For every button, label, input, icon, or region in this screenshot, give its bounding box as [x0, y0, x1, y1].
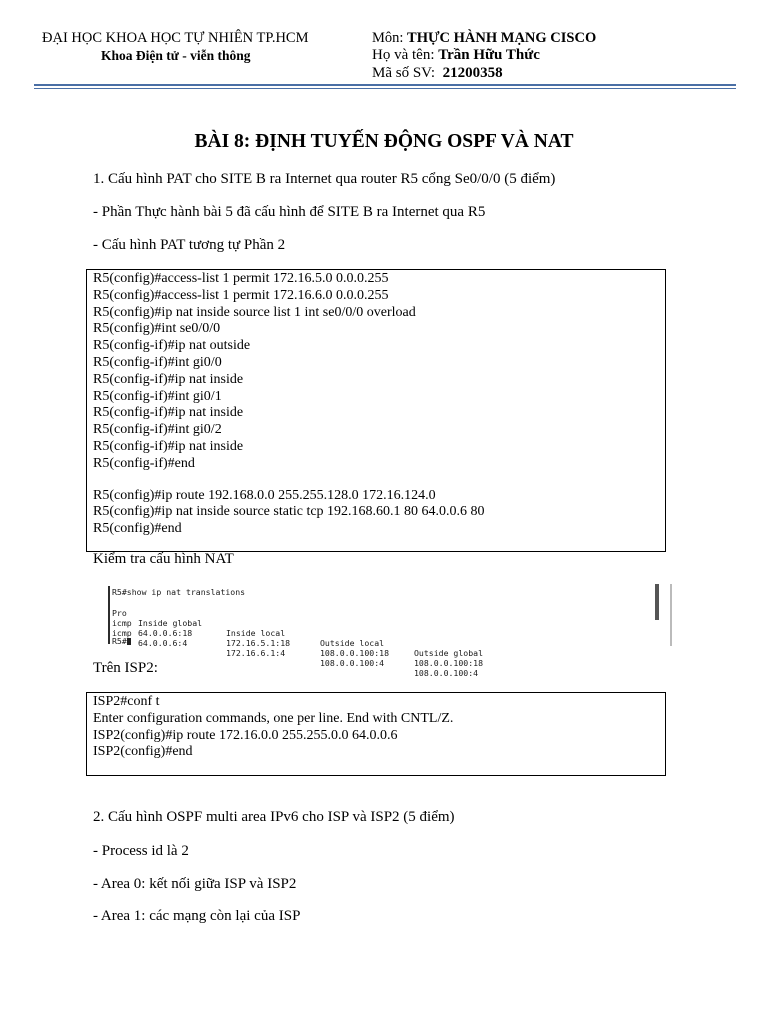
- check-nat-label: Kiểm tra cấu hình NAT: [93, 551, 234, 567]
- student-id-label: Mã số SV:: [372, 65, 436, 81]
- config-line: ISP2#conf t: [93, 694, 160, 709]
- terminal-cell: 108.0.0.100:4: [414, 668, 479, 678]
- r5-config-block2: [93, 488, 665, 538]
- terminal-prompt: [112, 636, 131, 646]
- config-line: R5(config-if)#end: [93, 455, 195, 471]
- config-line: R5(config)#end: [93, 521, 182, 537]
- terminal-cell: icmp: [112, 618, 132, 628]
- name-line: [372, 47, 540, 64]
- terminal-header-cell: Pro: [112, 608, 127, 618]
- config-line: R5(config-if)#ip nat inside: [93, 438, 244, 454]
- subject-value: THỰC HÀNH MẠNG CISCO: [407, 30, 597, 46]
- name-value: Trần Hữu Thức: [438, 47, 540, 63]
- r5-config-box: [86, 269, 666, 552]
- header-rule-thin: [34, 88, 736, 89]
- config-line: R5(config)#ip route 192.168.0.0 255.255.128.0 172.16.124.0: [93, 487, 436, 503]
- terminal-cell: icmp: [112, 628, 132, 638]
- r5-config-block1: [93, 271, 665, 473]
- config-line: Enter configuration commands, one per line. End with CNTL/Z.: [93, 710, 454, 726]
- terminal-left-border: [108, 586, 110, 644]
- terminal-cell: 108.0.0.100:18: [414, 658, 484, 668]
- terminal-header-cell: Inside local: [226, 628, 286, 638]
- config-line: ISP2(config)#ip route 172.16.0.0 255.255.0.0 64.0.0.6: [93, 727, 398, 743]
- terminal-command: R5#show ip nat translations: [112, 587, 246, 597]
- section2-heading: 2. Cấu hình OSPF multi area IPv6 cho ISP và ISP2 (5 điểm): [93, 809, 455, 825]
- terminal-header-cell: Outside global: [414, 648, 484, 658]
- config-line: R5(config)#ip nat inside source list 1 int se0/0/0 overload: [93, 304, 416, 320]
- terminal-prompt-text: R5#: [112, 636, 127, 646]
- scrollbar-track[interactable]: [670, 584, 672, 646]
- section1-note2: - Cấu hình PAT tương tự Phần 2: [93, 237, 286, 253]
- section1-heading: 1. Cấu hình PAT cho SITE B ra Internet qua router R5 cổng Se0/0/0 (5 điểm): [93, 171, 556, 187]
- scrollbar-thumb[interactable]: [655, 584, 659, 620]
- terminal-cell: 108.0.0.100:4: [320, 658, 385, 668]
- isp2-config-block: [93, 694, 665, 761]
- section2-item2: - Area 0: kết nối giữa ISP và ISP2: [93, 876, 297, 892]
- faculty-name: Khoa Điện tử - viễn thông: [101, 48, 251, 63]
- config-line: R5(config-if)#int gi0/1: [93, 388, 222, 404]
- config-line: R5(config-if)#int gi0/2: [93, 422, 222, 438]
- config-line: R5(config)#access-list 1 permit 172.16.6.0 0.0.0.255: [93, 287, 389, 303]
- isp2-config-box: [86, 692, 666, 776]
- terminal-header-cell: Inside global: [138, 618, 203, 628]
- section2-item1: - Process id là 2: [93, 843, 189, 859]
- config-line: R5(config-if)#ip nat outside: [93, 338, 251, 354]
- student-id-value: 21200358: [442, 65, 503, 81]
- config-line: R5(config-if)#ip nat inside: [93, 405, 244, 421]
- terminal-cell: 108.0.0.100:18: [320, 648, 390, 658]
- config-line: R5(config-if)#ip nat inside: [93, 371, 244, 387]
- section2-item3: - Area 1: các mạng còn lại của ISP: [93, 908, 301, 924]
- config-line: R5(config)#access-list 1 permit 172.16.5.0 0.0.0.255: [93, 271, 389, 286]
- student-id-line: [372, 65, 503, 82]
- cursor-icon: [127, 638, 131, 645]
- terminal-cell: 172.16.6.1:4: [226, 648, 286, 658]
- terminal-header-cell: Outside local: [320, 638, 385, 648]
- university-name: ĐẠI HỌC KHOA HỌC TỰ NHIÊN TP.HCM: [42, 30, 309, 46]
- subject-line: [372, 30, 596, 47]
- terminal-cell: 172.16.5.1:18: [226, 638, 291, 648]
- subject-label: Môn:: [372, 30, 404, 46]
- terminal-cell: 64.0.0.6:4: [138, 638, 188, 648]
- terminal-cell: 64.0.0.6:18: [138, 628, 193, 638]
- config-line: R5(config)#int se0/0/0: [93, 321, 221, 337]
- config-line: ISP2(config)#end: [93, 744, 193, 760]
- page-title: BÀI 8: ĐỊNH TUYẾN ĐỘNG OSPF VÀ NAT: [194, 131, 574, 152]
- section1-note1: - Phần Thực hành bài 5 đã cấu hình để SITE B ra Internet qua R5: [93, 204, 486, 220]
- config-line: R5(config-if)#int gi0/0: [93, 354, 222, 370]
- name-label: Họ và tên:: [372, 47, 435, 63]
- config-line: R5(config)#ip nat inside source static tcp 192.168.60.1 80 64.0.0.6 80: [93, 504, 485, 520]
- header-rule: [34, 84, 736, 86]
- isp2-label: Trên ISP2:: [93, 660, 158, 676]
